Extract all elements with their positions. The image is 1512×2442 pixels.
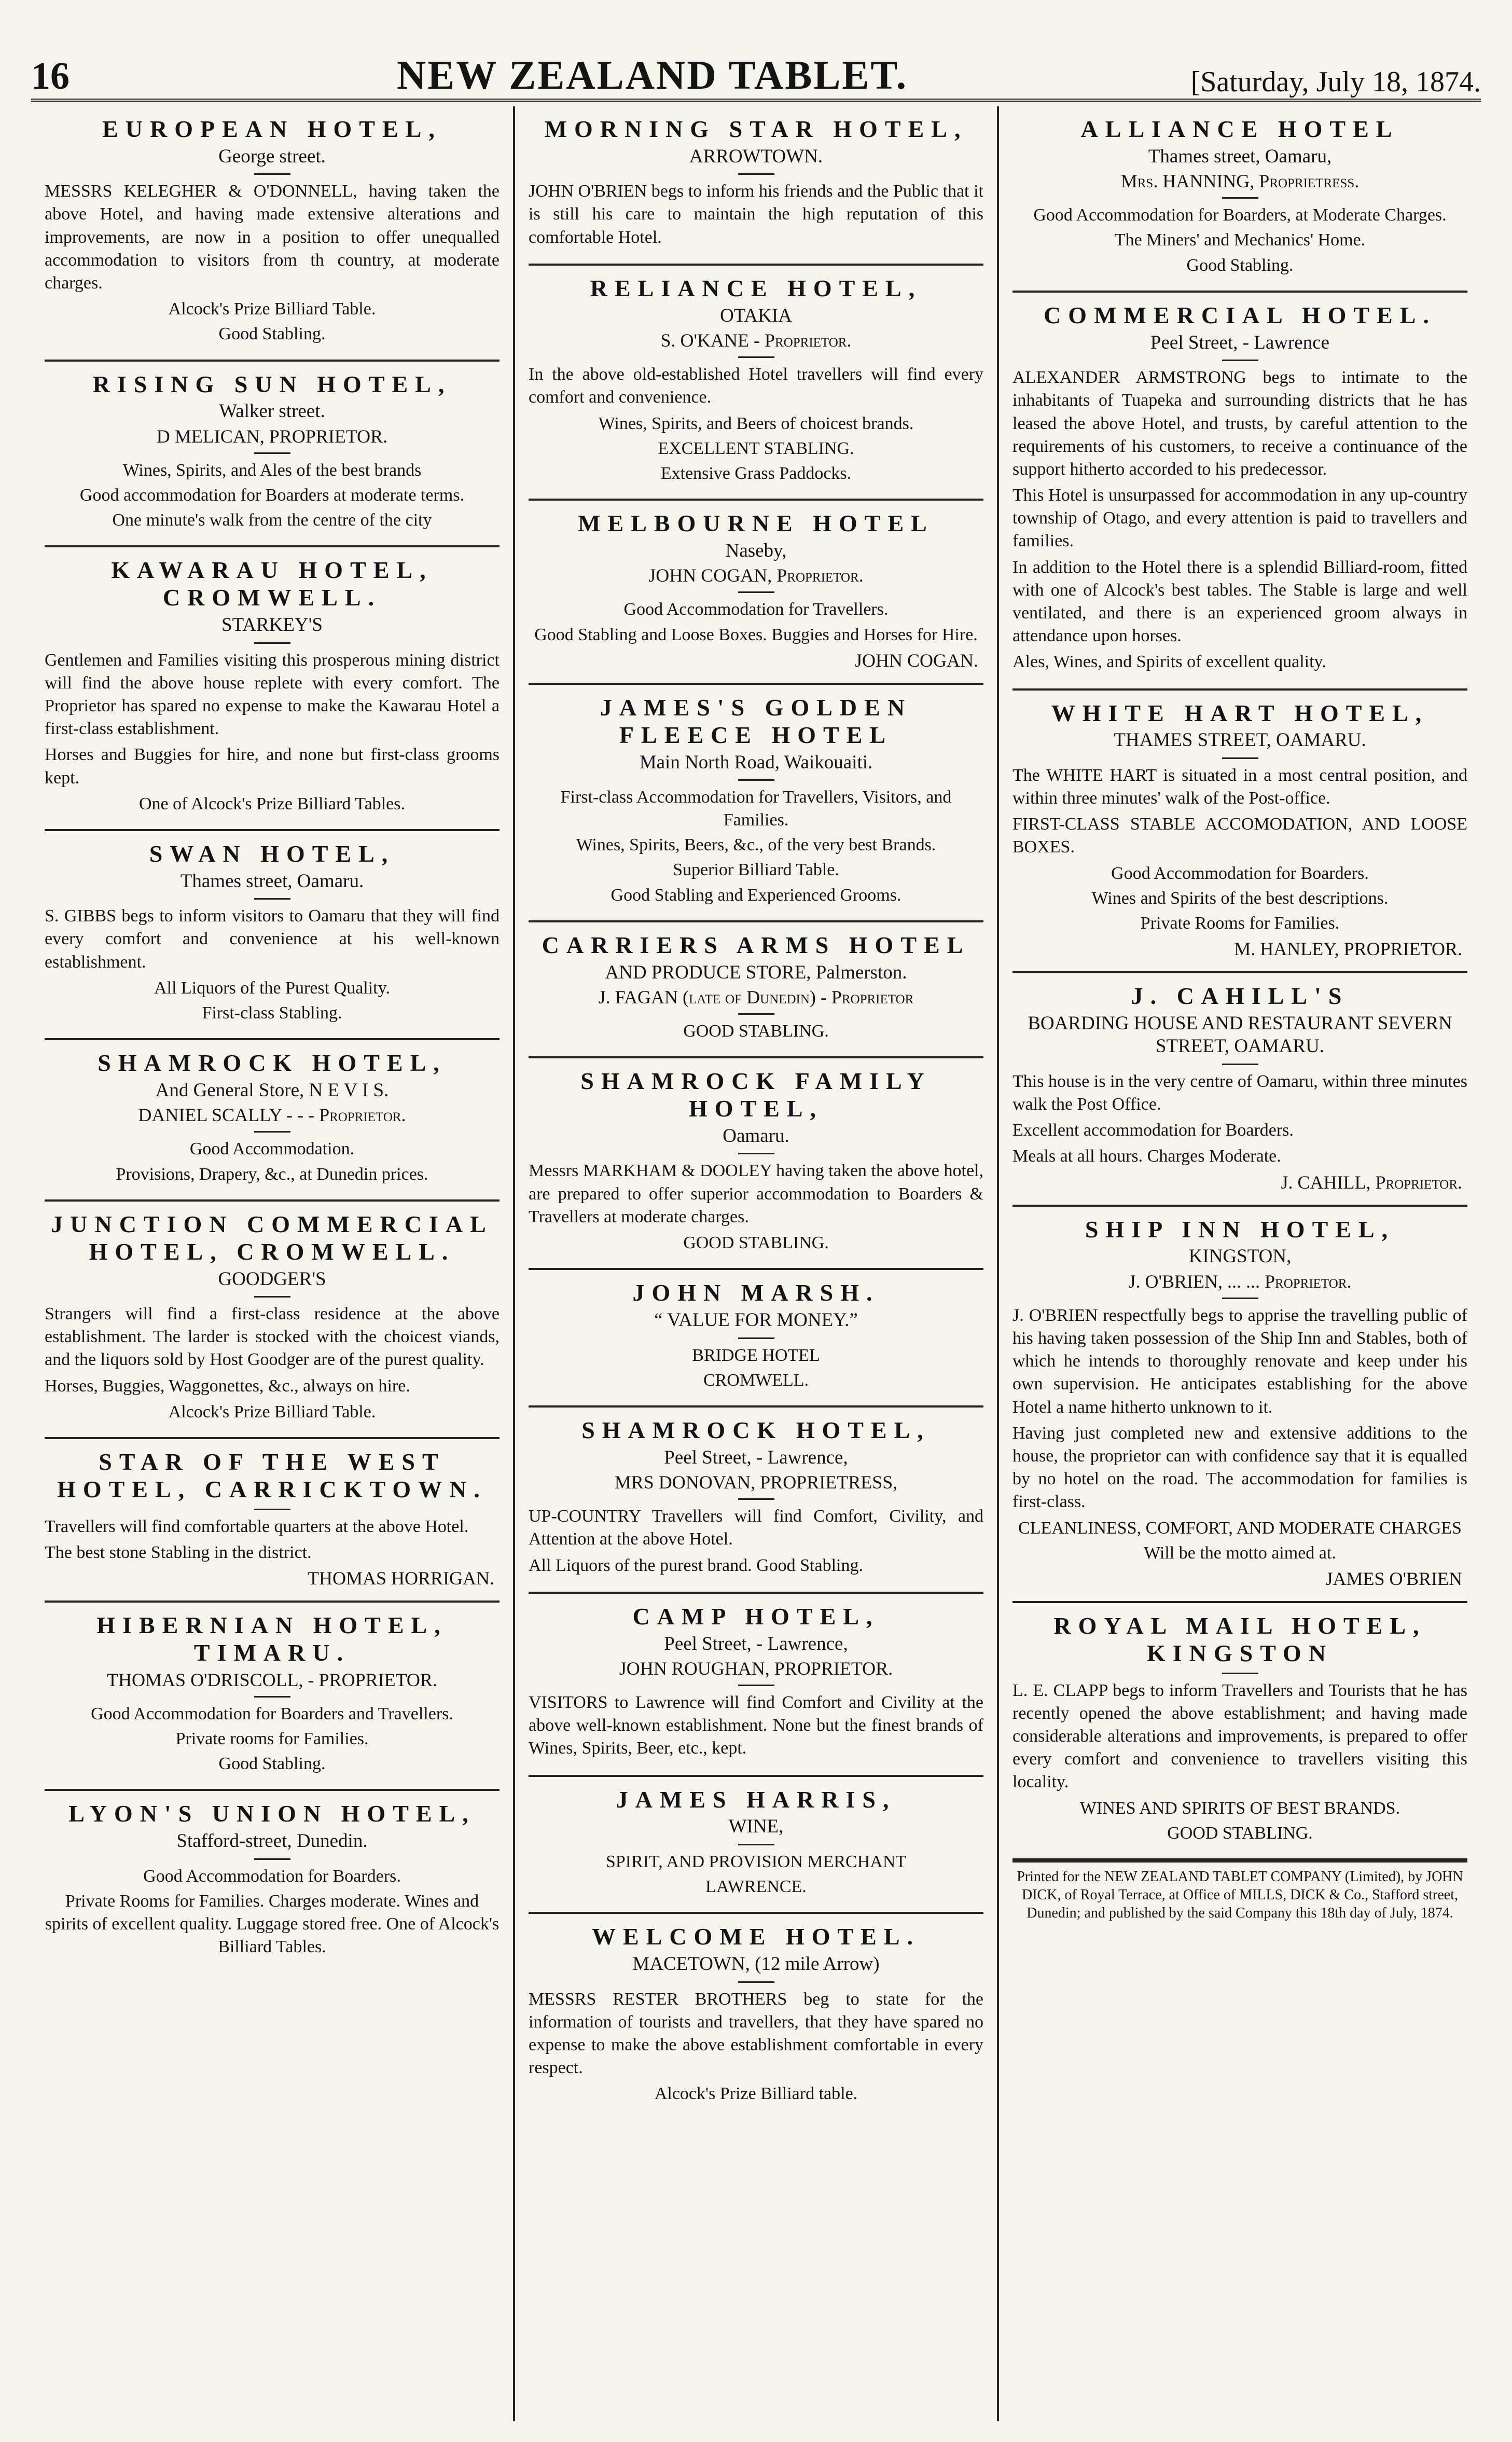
ad-body-text: Strangers will find a first-class residence at the above establishment. The larder is stocked with the choicest viands, and the liquors sold by Host Goodger are of the purest quality. bbox=[45, 1304, 500, 1370]
ad-line: Private Rooms for Families. bbox=[1140, 913, 1340, 933]
issue-date: [Saturday, July 18, 1874. bbox=[1190, 66, 1481, 98]
ad-line: Alcock's Prize Billiard Table. bbox=[168, 299, 376, 319]
ad-line: Wines, Spirits, and Beers of choicest brands. bbox=[598, 413, 914, 433]
ad-body-text: J. O'BRIEN respectfully begs to apprise the travelling public of his having taken possession of the Ship Inn and Stables, both of which he intends to thoroughly renovate and keep under his own supervision. He anticipates establishing for the above Hotel a name hitherto unknown to it. bbox=[1012, 1305, 1467, 1417]
ad-heading: MELBOURNE HOTEL bbox=[578, 510, 934, 537]
ad-heading: LYON'S UNION HOTEL, bbox=[68, 1800, 476, 1827]
ad-line: Private Rooms for Families. Charges moderate. Wines and spirits of excellent quality. Luggage stored free. One of Alcock's Billiard Tables. bbox=[45, 1891, 500, 1957]
divider-rule bbox=[254, 898, 290, 900]
ad-line: All Liquors of the Purest Quality. bbox=[154, 978, 390, 998]
ad-line: First-class Accommodation for Travellers, Visitors, and Families. bbox=[560, 787, 952, 830]
ad-line: Good Stabling and Experienced Grooms. bbox=[611, 885, 901, 905]
ad-heading: COMMERCIAL HOTEL. bbox=[1044, 301, 1436, 328]
ad-heading: SWAN HOTEL, bbox=[149, 840, 395, 867]
ad-subheading: And General Store, N E V I S. bbox=[155, 1080, 389, 1101]
ad-line: Extensive Grass Paddocks. bbox=[660, 463, 852, 483]
ad-line: LAWRENCE. bbox=[705, 1877, 807, 1897]
divider-rule bbox=[1222, 1298, 1258, 1299]
ad-subheading: Stafford-street, Dunedin. bbox=[176, 1830, 368, 1852]
ad-subheading: ARROWTOWN. bbox=[689, 145, 823, 167]
ad-subheading: BOARDING HOUSE AND RESTAURANT SEVERN STREET, OAMARU. bbox=[1028, 1013, 1452, 1057]
ad-proprietor: Mrs. HANNING, Proprietress. bbox=[1120, 171, 1360, 192]
ad-heading: RISING SUN HOTEL, bbox=[92, 370, 452, 397]
ad-line: Good Accommodation for Travellers. bbox=[623, 600, 889, 619]
divider-rule bbox=[738, 1685, 774, 1686]
advertisement bbox=[529, 685, 983, 922]
ad-subheading: Thames street, Oamaru. bbox=[180, 870, 364, 892]
advertisement bbox=[45, 1202, 500, 1439]
advertisement bbox=[529, 501, 983, 685]
ad-line: Good Stabling. bbox=[218, 1754, 326, 1774]
ad-line: Wines and Spirits of the best descriptions. bbox=[1091, 888, 1389, 908]
ad-body-text: In the above old-established Hotel travellers will find every comfort and convenience. bbox=[529, 365, 983, 407]
ad-line: The Miners' and Mechanics' Home. bbox=[1114, 230, 1366, 250]
divider-rule bbox=[1222, 360, 1258, 361]
ad-body-text: Horses, Buggies, Waggonettes, &c., always on hire. bbox=[45, 1376, 410, 1396]
advertisement bbox=[1012, 691, 1467, 974]
ad-body-text: Horses and Buggies for hire, and none but first-class grooms kept. bbox=[45, 745, 500, 788]
divider-rule bbox=[738, 1013, 774, 1015]
advertisement bbox=[45, 1040, 500, 1202]
ad-line: Good Stabling. bbox=[218, 324, 326, 344]
ad-subheading: Peel Street, - Lawrence, bbox=[664, 1633, 848, 1654]
divider-rule bbox=[738, 1337, 774, 1339]
ad-heading: HIBERNIAN HOTEL, TIMARU. bbox=[96, 1612, 448, 1666]
ad-signature: JOHN COGAN. bbox=[854, 650, 978, 671]
advertisement bbox=[529, 1777, 983, 1914]
ad-proprietor: J. O'BRIEN, ... ... Proprietor. bbox=[1128, 1271, 1352, 1292]
ad-heading: SHIP INN HOTEL, bbox=[1085, 1216, 1395, 1243]
column-2 bbox=[513, 106, 997, 2421]
advertisement bbox=[529, 1408, 983, 1594]
ad-subheading: Naseby, bbox=[725, 540, 787, 561]
divider-rule bbox=[254, 1858, 290, 1860]
ad-line: SPIRIT, AND PROVISION MERCHANT bbox=[605, 1852, 907, 1871]
advertisement bbox=[45, 1603, 500, 1791]
ad-body-text: Messrs MARKHAM & DOOLEY having taken the above hotel, are prepared to offer superior accommodation to Boarders & Travellers at moderate charges. bbox=[529, 1161, 983, 1226]
ad-heading: ROYAL MAIL HOTEL, KINGSTON bbox=[1053, 1612, 1426, 1666]
ad-proprietor: JOHN COGAN, Proprietor. bbox=[648, 565, 864, 586]
divider-rule bbox=[738, 779, 774, 781]
ad-heading: KAWARAU HOTEL, CROMWELL. bbox=[111, 557, 433, 611]
ad-subheading: Main North Road, Waikouaiti. bbox=[639, 751, 873, 773]
ad-line: Good Accommodation for Boarders and Travellers. bbox=[91, 1704, 453, 1723]
ad-subheading: Peel Street, - Lawrence, bbox=[664, 1446, 848, 1468]
ad-body-text: Having just completed new and extensive additions to the house, the proprietor can with confidence say that it is equalled by no hotel on the road. The accommodation for families is first-class. bbox=[1012, 1423, 1467, 1512]
advertisement bbox=[1012, 293, 1467, 691]
advertisement bbox=[1012, 1207, 1467, 1603]
ad-subheading: THAMES STREET, OAMARU. bbox=[1114, 729, 1366, 751]
ad-body-text: ALEXANDER ARMSTRONG begs to intimate to the inhabitants of Tuapeka and surrounding districts that he has leased the above Hotel, and trusts, by careful attention to the requirements of his customers, to receive a continuance of the support hitherto accorded to his predecessor. bbox=[1012, 368, 1467, 479]
ad-proprietor: JOHN ROUGHAN, PROPRIETOR. bbox=[619, 1658, 893, 1679]
divider-rule bbox=[1222, 1064, 1258, 1065]
divider-rule bbox=[254, 1296, 290, 1298]
divider-rule bbox=[738, 173, 774, 175]
ad-heading: WELCOME HOTEL. bbox=[591, 1923, 921, 1950]
ad-line: Good Accommodation for Boarders. bbox=[143, 1866, 401, 1886]
ad-line: EXCELLENT STABLING. bbox=[658, 438, 854, 458]
advertisement bbox=[529, 1058, 983, 1270]
ad-body-text: The best stone Stabling in the district. bbox=[45, 1542, 312, 1562]
ad-line: GOOD STABLING. bbox=[683, 1022, 829, 1041]
ad-line: Good Accommodation. bbox=[189, 1139, 355, 1159]
ad-body-text: S. GIBBS begs to inform visitors to Oamaru that they will find every comfort and convenience at his well-known establishment. bbox=[45, 906, 500, 972]
divider-rule bbox=[254, 1509, 290, 1510]
divider-rule bbox=[254, 642, 290, 644]
divider-rule bbox=[254, 452, 290, 454]
ad-line: Private rooms for Families. bbox=[175, 1729, 369, 1749]
ad-heading: SHAMROCK FAMILY HOTEL, bbox=[580, 1068, 932, 1122]
ad-subheading: “ VALUE FOR MONEY.” bbox=[654, 1309, 858, 1331]
ad-heading: J. CAHILL'S bbox=[1131, 983, 1349, 1010]
divider-rule bbox=[1222, 757, 1258, 759]
ad-proprietor: THOMAS O'DRISCOLL, - PROPRIETOR. bbox=[107, 1669, 437, 1690]
ad-subheading: Peel Street, - Lawrence bbox=[1150, 332, 1330, 353]
ad-line: Good Stabling and Loose Boxes. Buggies and Horses for Hire. bbox=[534, 625, 978, 644]
ad-heading: CARRIERS ARMS HOTEL bbox=[542, 931, 970, 958]
advertisement bbox=[45, 1791, 500, 1972]
ad-line: Wines, Spirits, Beers, &c., of the very best Brands. bbox=[576, 835, 936, 855]
ad-line: GOOD STABLING. bbox=[683, 1233, 829, 1253]
newspaper-title: NEW ZEALAND TABLET. bbox=[396, 52, 908, 98]
ad-body-text: UP-COUNTRY Travellers will find Comfort, Civility, and Attention at the above Hotel. bbox=[529, 1507, 983, 1549]
column-1 bbox=[31, 106, 513, 2421]
ad-subheading: STARKEY'S bbox=[221, 614, 323, 636]
ad-subheading: KINGSTON, bbox=[1188, 1246, 1292, 1267]
advertisement bbox=[45, 106, 500, 362]
advertisement-columns bbox=[31, 106, 1481, 2421]
ad-subheading: Walker street. bbox=[219, 401, 325, 422]
ad-body-text: Gentlemen and Families visiting this prosperous mining district will find the above house replete with every comfort. The Proprietor has spared no expense to make the Kawarau Hotel a first-class establishment. bbox=[45, 650, 500, 739]
divider-rule bbox=[1222, 197, 1258, 199]
ad-subheading: OTAKIA bbox=[720, 305, 792, 326]
divider-rule bbox=[738, 1844, 774, 1845]
divider-rule bbox=[738, 591, 774, 593]
ad-body-text: This Hotel is unsurpassed for accommodation in any up-country township of Otago, and every attention is paid to travellers and families. bbox=[1012, 486, 1467, 551]
advertisement bbox=[529, 1594, 983, 1777]
ad-line: Good Stabling. bbox=[1186, 255, 1294, 275]
ad-line: Alcock's Prize Billiard Table. bbox=[168, 1402, 376, 1422]
ad-heading: STAR OF THE WEST HOTEL, CARRICKTOWN. bbox=[57, 1448, 487, 1502]
ad-line: CLEANLINESS, COMFORT, AND MODERATE CHARGES bbox=[1018, 1518, 1462, 1538]
ad-subheading: MACETOWN, (12 mile Arrow) bbox=[632, 1953, 880, 1975]
ad-heading: WHITE HART HOTEL, bbox=[1051, 699, 1429, 726]
ad-body-text: All Liquors of the purest brand. Good Stabling. bbox=[529, 1555, 863, 1575]
divider-rule bbox=[738, 1981, 774, 1983]
ad-line: One minute's walk from the centre of the city bbox=[112, 511, 432, 530]
ad-line: Alcock's Prize Billiard table. bbox=[654, 2084, 858, 2104]
ad-line: Good accommodation for Boarders at moderate terms. bbox=[79, 486, 465, 505]
ad-heading: JUNCTION COMMERCIAL HOTEL, CROMWELL. bbox=[51, 1210, 493, 1265]
ad-body-text: Ales, Wines, and Spirits of excellent quality. bbox=[1012, 652, 1326, 672]
advertisement bbox=[529, 922, 983, 1058]
ad-signature: M. HANLEY, PROPRIETOR. bbox=[1234, 939, 1462, 960]
ad-line: Good Accommodation for Boarders. bbox=[1111, 863, 1369, 883]
ad-body-text: JOHN O'BRIEN begs to inform his friends and the Public that it is still his care to maintain the high reputation of this comfortable Hotel. bbox=[529, 182, 983, 247]
advertisement bbox=[529, 266, 983, 501]
ad-line: BRIDGE HOTEL bbox=[692, 1345, 820, 1365]
divider-rule bbox=[738, 1498, 774, 1500]
ad-proprietor: J. FAGAN (late of Dunedin) - Proprietor bbox=[598, 987, 914, 1008]
divider-rule bbox=[738, 356, 774, 358]
advertisement bbox=[529, 106, 983, 266]
column-3 bbox=[997, 106, 1481, 2421]
ad-body-text: MESSRS KELEGHER & O'DONNELL, having taken the above Hotel, and having made extensive alterations and improvements, are now in a position to offer unequalled accommodation to visitors from th country, at moderate charges. bbox=[45, 182, 500, 293]
ad-line: Provisions, Drapery, &c., at Dunedin prices. bbox=[116, 1164, 428, 1184]
ad-body-text: The WHITE HART is situated in a most central position, and within three minutes' walk of the Post-office. bbox=[1012, 765, 1467, 808]
ad-heading: JAMES'S GOLDEN FLEECE HOTEL bbox=[600, 694, 912, 748]
divider-rule bbox=[254, 173, 290, 175]
ad-body-text: This house is in the very centre of Oamaru, within three minutes walk the Post Office. bbox=[1012, 1071, 1467, 1114]
advertisement bbox=[45, 362, 500, 548]
ad-subheading: Thames street, Oamaru, bbox=[1148, 145, 1332, 167]
ad-heading: ALLIANCE HOTEL bbox=[1080, 116, 1399, 142]
advertisement bbox=[45, 547, 500, 831]
advertisement bbox=[45, 1439, 500, 1603]
ad-subheading: GOODGER'S bbox=[218, 1268, 326, 1290]
ad-proprietor: DANIEL SCALLY - - - Proprietor. bbox=[138, 1105, 406, 1126]
ad-line: CROMWELL. bbox=[703, 1370, 809, 1390]
ad-heading: MORNING STAR HOTEL, bbox=[544, 116, 968, 142]
advertisement bbox=[1012, 1603, 1467, 1860]
ad-proprietor: MRS DONOVAN, PROPRIETRESS, bbox=[614, 1472, 898, 1493]
ad-body-text: Excellent accommodation for Boarders. bbox=[1012, 1121, 1294, 1140]
ad-body-text: L. E. CLAPP begs to inform Travellers and Tourists that he has recently opened the above establishment; and having made considerable alterations and improvements, is prepared to offer every comfort and convenience to travellers visiting this locality. bbox=[1012, 1680, 1467, 1792]
ad-heading: RELIANCE HOTEL, bbox=[590, 274, 922, 301]
divider-rule bbox=[254, 1696, 290, 1698]
advertisement bbox=[529, 1914, 983, 2119]
ad-heading: SHAMROCK HOTEL, bbox=[581, 1416, 931, 1443]
ad-body-text: VISITORS to Lawrence will find Comfort and Civility at the above well-known establishment. None but the finest brands of Wines, Spirits, Beer, etc., kept. bbox=[529, 1693, 983, 1758]
page-number: 16 bbox=[31, 55, 70, 98]
ad-line: GOOD STABLING. bbox=[1167, 1823, 1313, 1843]
ad-heading: CAMP HOTEL, bbox=[632, 1603, 880, 1630]
ad-signature: JAMES O'BRIEN bbox=[1325, 1568, 1462, 1589]
ad-line: First-class Stabling. bbox=[202, 1003, 342, 1023]
ad-heading: SHAMROCK HOTEL, bbox=[98, 1050, 447, 1077]
ad-proprietor: D MELICAN, PROPRIETOR. bbox=[156, 425, 388, 447]
ad-body-text: Travellers will find comfortable quarters at the above Hotel. bbox=[45, 1516, 469, 1536]
ad-subheading: AND PRODUCE STORE, Palmerston. bbox=[605, 961, 907, 983]
ad-proprietor: S. O'KANE - Proprietor. bbox=[660, 330, 852, 351]
advertisement bbox=[529, 1270, 983, 1408]
ad-body-text: MESSRS RESTER BROTHERS beg to state for the information of tourists and travellers, that they have spared no expense to make the above establishment comfortable in every respect. bbox=[529, 1989, 983, 2078]
ad-subheading: George street. bbox=[218, 145, 326, 167]
ad-subheading: WINE, bbox=[728, 1816, 784, 1838]
ad-line: WINES AND SPIRITS OF BEST BRANDS. bbox=[1079, 1798, 1400, 1818]
ad-line: Superior Billiard Table. bbox=[673, 860, 839, 880]
ad-heading: JOHN MARSH. bbox=[632, 1279, 880, 1306]
advertisement bbox=[1012, 106, 1467, 293]
masthead bbox=[31, 42, 1481, 102]
ad-body-text: In addition to the Hotel there is a splendid Billiard-room, fitted with one of Alcock's best tables. The Stable is large and well ventilated, and there is an experienced groom always in attendance upon horses. bbox=[1012, 557, 1467, 646]
ad-line: Will be the motto aimed at. bbox=[1144, 1543, 1336, 1563]
printer-imprint: Printed for the NEW ZEALAND TABLET COMPANY (Limited), by JOHN DICK, of Royal Terrace, at Office of MILLS, DICK & Co., Stafford street, Dunedin; and published by the said Company this 18th day of July, 1874. bbox=[1012, 1860, 1467, 1922]
ad-subheading: Oamaru. bbox=[723, 1125, 789, 1147]
ad-heading: EUROPEAN HOTEL, bbox=[102, 116, 442, 142]
ad-body-text: FIRST-CLASS STABLE ACCOMODATION, AND LOOSE BOXES. bbox=[1012, 815, 1467, 857]
ad-body-text: Meals at all hours. Charges Moderate. bbox=[1012, 1147, 1281, 1166]
advertisement bbox=[1012, 973, 1467, 1206]
ad-line: Good Accommodation for Boarders, at Moderate Charges. bbox=[1033, 205, 1447, 225]
ad-signature: J. CAHILL, Proprietor. bbox=[1281, 1171, 1462, 1193]
ad-signature: THOMAS HORRIGAN. bbox=[307, 1568, 494, 1589]
divider-rule bbox=[738, 1153, 774, 1154]
divider-rule bbox=[254, 1131, 290, 1133]
ad-line: Wines, Spirits, and Ales of the best brands bbox=[122, 460, 422, 480]
ad-line: One of Alcock's Prize Billiard Tables. bbox=[138, 794, 405, 813]
advertisement bbox=[45, 831, 500, 1040]
ad-heading: JAMES HARRIS, bbox=[616, 1786, 896, 1813]
divider-rule bbox=[1222, 1673, 1258, 1674]
